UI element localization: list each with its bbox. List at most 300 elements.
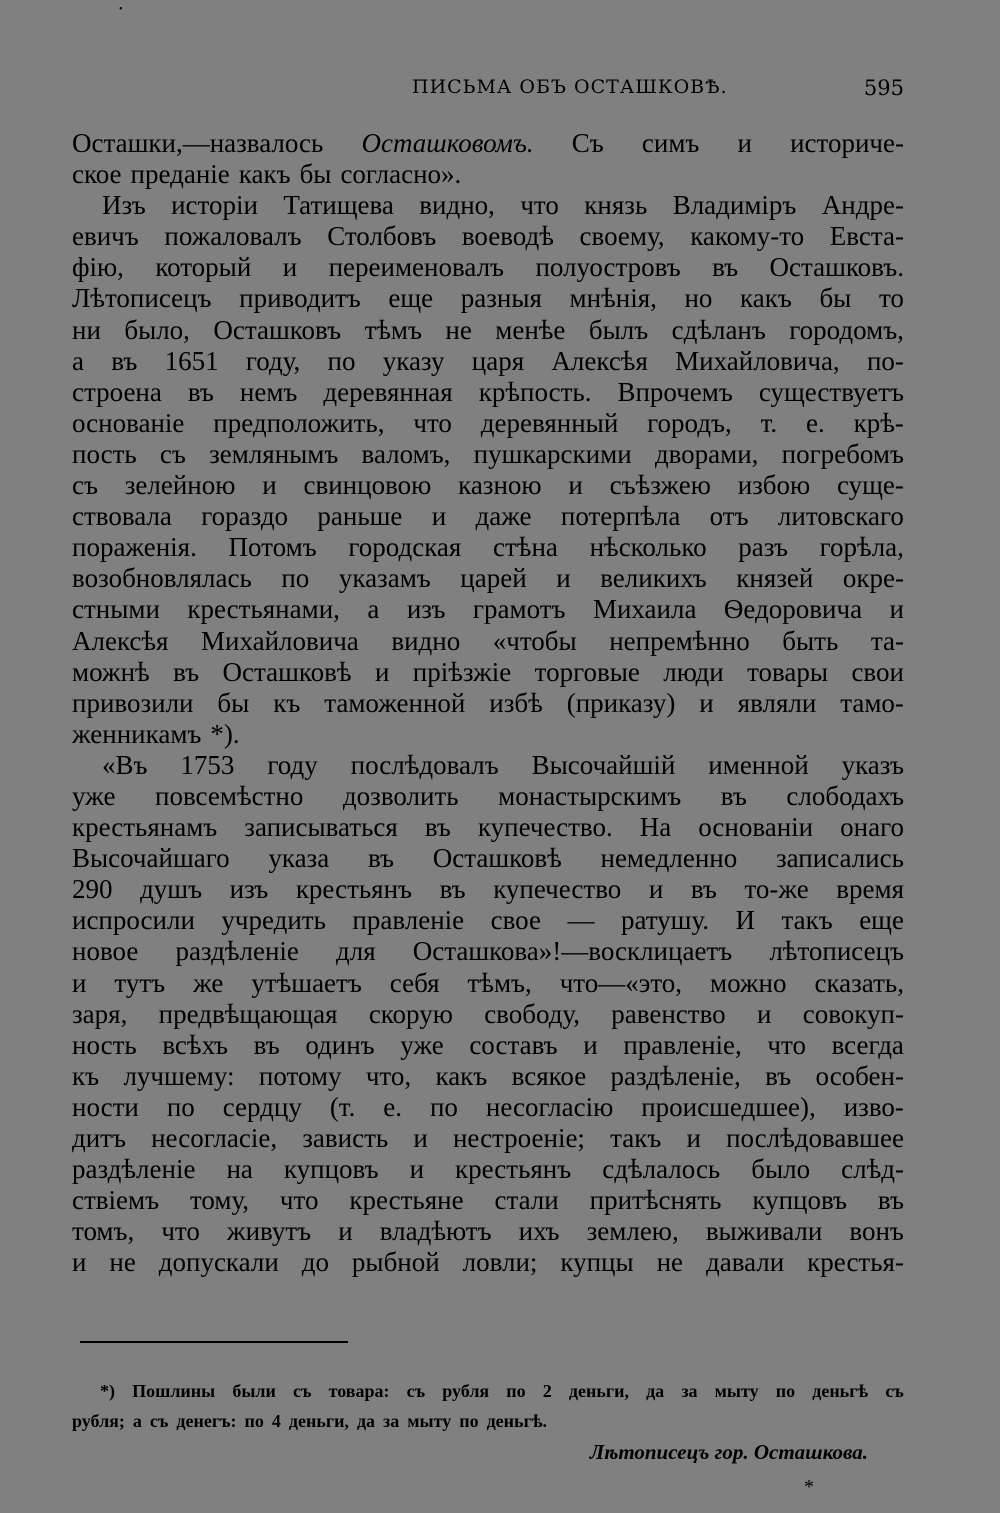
word: историче- [790,128,904,158]
word: изъ [406,594,446,625]
word: допускали [158,1247,279,1278]
word: И [735,905,756,936]
word: На [639,812,672,843]
word: же [193,967,224,998]
word: согласно». [340,159,462,190]
word: строена [72,376,162,407]
word: ствовала [72,501,172,532]
word: купцовъ [752,1185,848,1216]
word: крестьянамъ [72,812,218,843]
word: и [889,594,904,625]
word: томъ, [72,1216,135,1247]
word: Михайловича, [675,345,840,376]
word: не [109,1247,136,1278]
word: Ѳедоровича [723,594,863,625]
word: тѣмъ [364,314,422,345]
word: указамъ [338,563,431,594]
word: заря, [72,998,128,1029]
text-line [72,408,904,439]
word: испросили [72,905,195,936]
word: что [279,1185,319,1216]
word: Осташковъ. [769,252,904,283]
word: и [409,1154,425,1185]
word: слѣд- [841,1154,904,1185]
text-line [72,968,904,999]
word: правленіе [352,905,465,936]
word: е. [806,407,825,438]
text-line [72,532,904,563]
word: Осташковѣ [432,843,562,874]
text-line [72,936,904,967]
text-line [72,1030,904,1061]
word: свое [490,905,541,936]
word: въ [439,874,466,905]
word: рыбной [351,1247,440,1278]
word: что, [365,1060,412,1091]
word: одинъ [305,1029,375,1060]
word: деньгѣ [812,1381,869,1401]
word: Потомъ [228,532,317,563]
word: что [161,1216,200,1247]
text-line [72,1185,904,1216]
word: повсемѣстно [155,780,304,811]
word: послѣдовалъ [350,749,499,780]
word: Осташковомъ. [361,128,534,158]
word: зависть [302,1123,389,1153]
text-line [72,283,904,314]
word: денегъ: [176,1411,237,1431]
word: съ [72,470,98,501]
text-line [72,252,904,283]
word: раздѣленіе [72,1154,196,1185]
word: отъ [709,501,749,532]
word: крѣ- [853,407,904,438]
word: потому [258,1060,342,1091]
word: «Въ [102,749,148,780]
word: на [226,1154,253,1185]
word: пораженія. [72,532,197,563]
word: изво- [843,1091,904,1122]
word: преданіе [130,159,230,190]
word: именной [708,749,809,780]
word: въ [424,812,451,843]
word: всѣхъ [162,1029,229,1060]
word: рубля [442,1381,490,1401]
word: стѣна [493,532,558,563]
word: еще [859,905,904,936]
word: въ [367,843,394,874]
word: 2 [542,1381,552,1401]
word: фію, [72,252,124,283]
word: по [506,1381,526,1401]
word: указу [382,345,445,376]
word: раздѣленіе, [610,1060,741,1091]
word: послѣдовавшее [726,1123,904,1153]
word: избѣ [489,687,543,718]
word: владѣютъ [379,1216,492,1247]
word: съ [149,1411,169,1431]
word: въ [877,1185,904,1216]
word: бы [217,687,250,718]
word: князей [736,563,814,594]
word: Высочайшаго [72,843,230,874]
word: да [356,1411,376,1431]
word: до [301,1247,329,1278]
word: свинцовою [303,470,432,501]
word: видно, [419,190,495,221]
word: 290 [72,874,113,905]
word: въ [253,1029,280,1060]
word: записываться [244,812,398,843]
word: дворами, [654,438,759,469]
word: лучшему: [123,1060,235,1091]
word: мыту [407,1411,452,1431]
word: что [413,407,452,438]
word: деньгѣ. [486,1411,548,1431]
word: своему, [579,221,665,252]
word: ское [72,159,122,190]
word: сердцу [222,1091,302,1122]
word: т. [760,407,778,438]
text-line [72,812,904,843]
text-line [72,1216,904,1247]
word: «чтобы [492,625,577,656]
word: и [262,470,277,501]
word: купечество. [477,812,613,843]
word: по [429,1091,458,1122]
running-title: ПИСЬМА ОБЪ ОСТАШКОВѢ. [412,76,728,98]
word: и [72,967,87,998]
word: и [686,1123,701,1153]
word: по [327,345,356,376]
word: съ [885,1381,904,1401]
word: равенство [611,998,726,1029]
word: скорую [368,998,453,1029]
signature: Лѣтописецъ гор. Осташкова. [589,1440,868,1464]
word: да [646,1381,665,1401]
word: товара: [328,1381,390,1401]
word: давали [705,1247,785,1278]
word: исторіи [171,190,258,221]
word: женникамъ [72,718,202,749]
word: то-же [744,874,809,905]
word: бы [299,159,332,190]
text-line [72,1154,904,1185]
word: и [72,1247,87,1278]
word: и [282,252,298,283]
word: время [836,874,904,905]
word: непремѣнно [609,625,750,656]
word: деревянная [323,376,453,407]
text-line [72,905,904,936]
text-line [72,1061,904,1092]
word: Михайловича [201,625,359,656]
word: тамо- [840,687,904,718]
word: по [166,1091,195,1122]
word: торговые [534,656,640,687]
word: не [656,1247,684,1278]
word: бы [819,283,852,314]
text-line [72,719,904,750]
print-speck: • [119,4,123,15]
word: основаніе [72,407,185,438]
word: можнѣ [72,656,150,687]
word: утѣшаетъ [251,967,362,998]
word: мыту [714,1381,759,1401]
word: и [413,1123,428,1153]
text-line [72,346,904,377]
word: году [267,749,318,780]
word: для [336,936,376,967]
word: 1753 [180,749,235,780]
word: были [232,1381,276,1401]
word: а [367,594,380,625]
word: (т. [329,1091,356,1122]
text-line [72,688,904,719]
text-line [72,159,904,190]
word: крестьянъ [455,1154,572,1185]
word: крестьяне [349,1185,464,1216]
word: нѣсколько [589,532,707,563]
word: 4 [271,1411,281,1431]
word: царя [471,345,525,376]
word: душъ [140,874,203,905]
word: особен- [815,1060,904,1091]
word: сдѣлалось [602,1154,721,1185]
word: купцы [560,1247,634,1278]
word: несогласіе, [151,1123,278,1153]
word: по [459,1411,479,1431]
word: царей [460,563,527,594]
word: нестроеніе; [452,1123,585,1153]
word: пріѣзжіе [412,656,512,687]
text-line [72,999,904,1030]
word: люди [663,656,724,687]
word: пость [72,438,137,469]
word: ность [72,1029,137,1060]
word: слободахъ [786,780,904,811]
word: погребомъ [781,438,904,469]
word: ловли; [462,1247,538,1278]
word: сдѣланъ [671,314,766,345]
word: онаго [840,812,904,843]
word: къ [273,687,301,718]
word: записались [775,843,904,874]
word: какъ [238,159,291,190]
word: и [699,687,714,718]
word: такъ [781,905,833,936]
word: деньги, [288,1411,349,1431]
word: всякое [511,1060,587,1091]
word: окре- [842,563,904,594]
word: по- [866,345,904,376]
word: та- [870,625,904,656]
word: и [583,1029,598,1060]
word: монастырскимъ [498,780,682,811]
word: крѣпость. [478,376,592,407]
word: къ [72,1060,100,1091]
word: деньги, [568,1381,629,1401]
word: — [567,905,595,936]
word: валомъ, [361,438,451,469]
word: а [132,1411,142,1431]
word: живутъ [226,1216,312,1247]
word: возобновлялась [72,563,252,594]
word: какъ [435,1060,488,1091]
footnote-divider [80,1341,348,1343]
word: съѣзжею [609,470,711,501]
text-line [72,1247,904,1278]
word: ности [72,1091,139,1122]
word: съ [293,1381,312,1401]
word: выживали [705,1216,823,1247]
word: Андре- [821,190,904,221]
word: съ [159,438,186,469]
word: Алексѣя [72,625,169,656]
word: притѣснять [589,1185,722,1216]
word: менѣе [495,314,566,345]
text-line [72,843,904,874]
word: привозили [72,687,194,718]
word: даже [475,501,532,532]
word: но [684,283,713,314]
footnote [72,1376,904,1436]
word: по [244,1411,264,1431]
footnote-line [72,1376,904,1406]
word: полуостровъ [535,252,681,283]
word: сказать, [814,967,904,998]
word: какъ [740,283,792,314]
word: купцовъ [283,1154,379,1185]
word: приводитъ [239,283,361,314]
word: въ [765,1060,792,1091]
text-line [72,657,904,688]
word: Михаила [592,594,697,625]
word: литовскаго [777,501,904,532]
word: учредить [221,905,326,936]
word: дитъ [72,1123,126,1153]
word: крестьянъ [295,874,413,905]
word: который [155,252,252,283]
word: уже [400,1029,444,1060]
word: такъ [610,1123,662,1153]
word: пожаловалъ [164,221,302,252]
word: Изъ [102,190,146,221]
word: несогласію [485,1091,614,1122]
text-line [72,128,904,159]
word: казною [458,470,542,501]
word: въ [720,780,747,811]
word: евичъ [72,221,139,252]
word: основаніи [698,812,814,843]
word: то [878,283,904,314]
word: и [737,128,752,158]
text-line [72,750,904,781]
word: немъ [239,376,298,407]
word: за [681,1381,698,1401]
word: что [767,1029,806,1060]
word: Осташки,—назвалось [72,128,324,158]
word: дозволить [342,780,459,811]
word: и [338,1216,353,1247]
text-line [72,1123,904,1154]
footnote-line [72,1406,904,1436]
word: ратушу. [620,905,710,936]
text-line [72,439,904,470]
word: князь [584,190,648,221]
word: указа [268,843,330,874]
word: великихъ [600,563,707,594]
word: Съ [571,128,604,158]
word: разныя [460,283,542,314]
word: суще- [837,470,904,501]
word: потерпѣла [560,501,681,532]
word: стали [494,1185,559,1216]
word: таможенной [324,687,466,718]
word: разъ [738,532,788,563]
signature-asterisk: * [804,1476,814,1498]
word: Татищева [283,190,394,221]
word: совокуп- [802,998,904,1029]
word: *). [210,718,240,749]
page-header [72,76,904,104]
word: въ [173,656,200,687]
word: предвѣщающая [158,998,338,1029]
word: Алексѣя [551,345,648,376]
word: было, [124,314,190,345]
word: е. [383,1091,403,1122]
word: свои [851,656,904,687]
text-line [72,315,904,346]
word: являли [737,687,817,718]
word: рубля; [72,1411,125,1431]
word: городская [348,532,462,563]
word: новое [72,936,139,967]
text-line [72,594,904,625]
word: и [648,874,664,905]
word: тому, [189,1185,250,1216]
word: что [520,190,559,221]
word: существуетъ [758,376,904,407]
word: Лѣтописецъ [72,283,212,314]
text-line [72,190,904,221]
text-line [72,470,904,501]
word: себя [389,967,440,998]
word: составъ [469,1029,558,1060]
word: Столбовъ [327,221,437,252]
word: всегда [831,1029,904,1060]
word: землею, [586,1216,679,1247]
word: еще [388,283,434,314]
word: крестья- [807,1247,904,1278]
word: лѣтописецъ [769,936,904,967]
word: зелейною [124,470,236,501]
word: какому-то [690,221,805,252]
word: немедленно [600,843,738,874]
word: уже [72,780,116,811]
word: правленіе, [623,1029,742,1060]
word: году, [245,345,301,376]
word: раньше [317,501,403,532]
word: по [281,563,310,594]
word: Осташковъ [213,314,342,345]
word: въ [111,345,138,376]
word: ствіемъ [72,1185,160,1216]
word: можно [709,967,787,998]
word: тутъ [114,967,166,998]
word: крестьянами, [187,594,340,625]
word: а [72,345,84,376]
